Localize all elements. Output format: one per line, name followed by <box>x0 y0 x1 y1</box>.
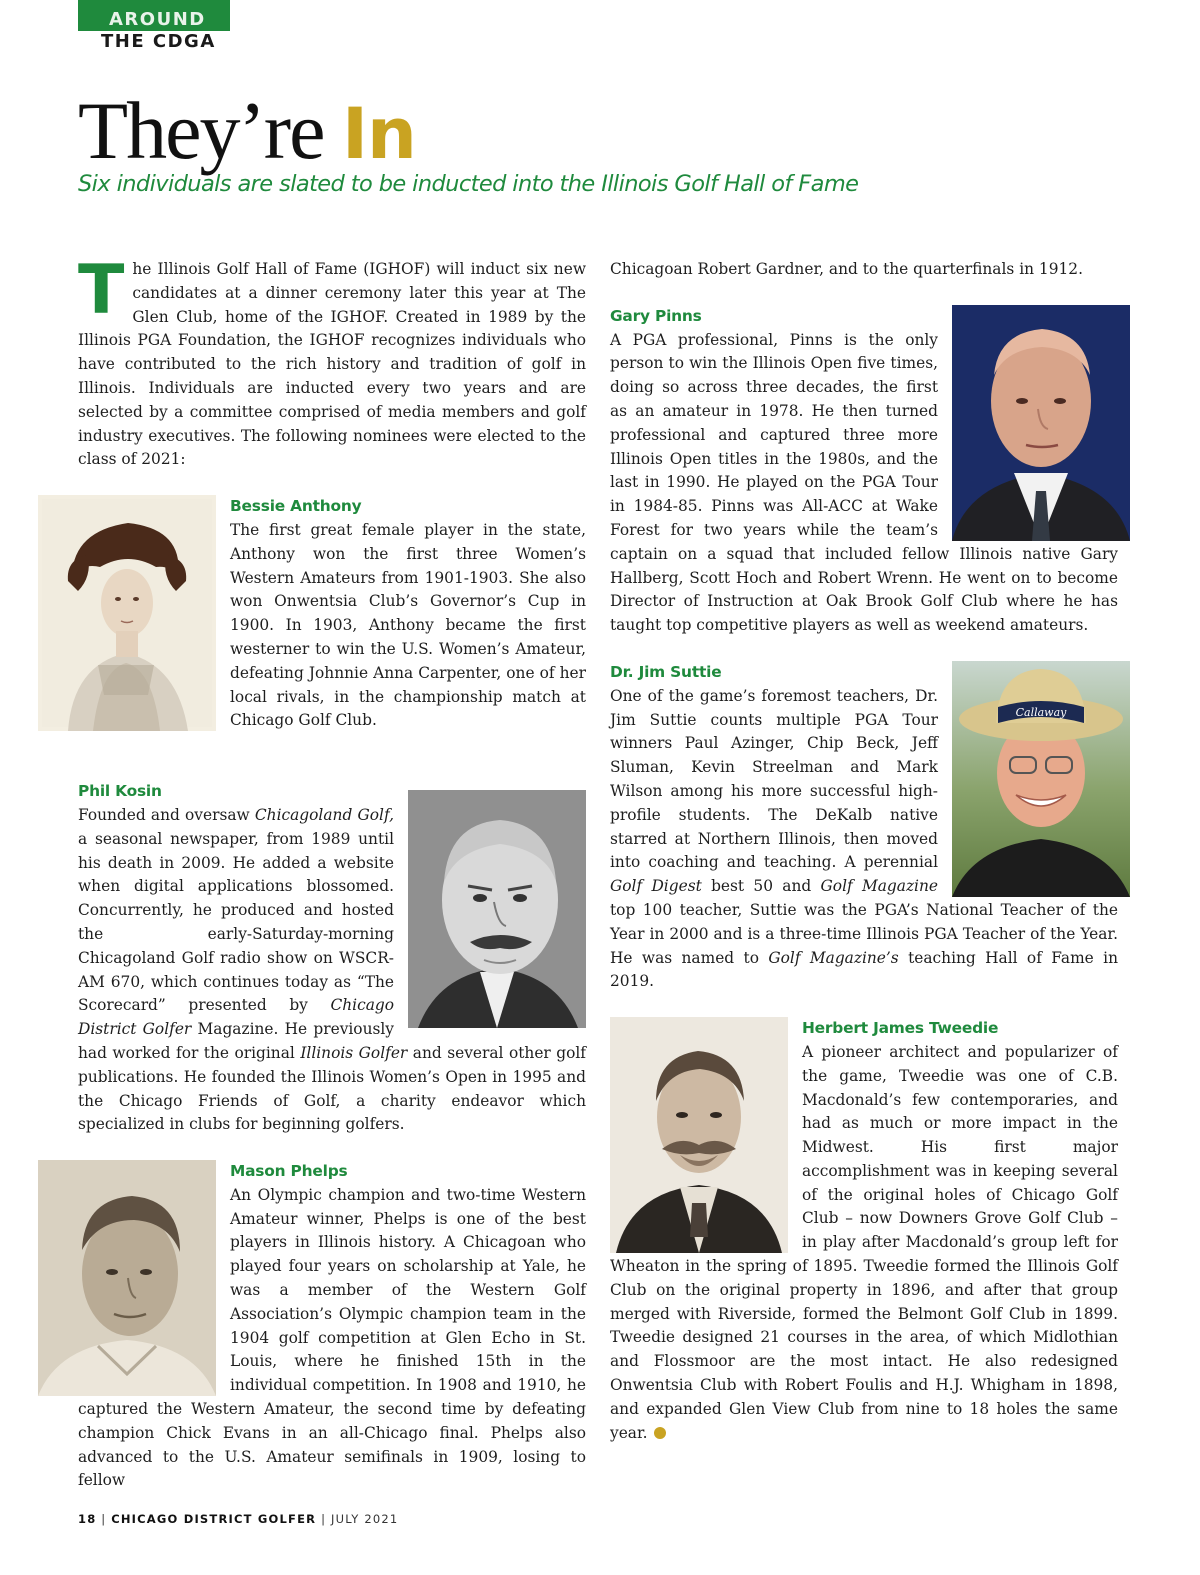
section-tag <box>78 0 230 54</box>
gary-pinns-name: Gary Pinns <box>610 306 702 325</box>
pub-illinois-golfer: Illinois Golfer <box>300 1043 408 1062</box>
bessie-anthony-photo <box>38 495 216 731</box>
phil-kosin-bio: Founded and oversaw Chicagoland Golf, a seasonal newspaper, from 1989 until his death in 2009. He added a website when digital applications blossomed. Concurrently, he produced and hosted the early-Saturday-morning Chicagoland Golf radio show on WSCR-AM 670, which continues today as “The Scorecard” presented by Chicago District Golfer Magazine. He previously had worked for the original Illinois Golfer and several other golf publications. He founded the Illinois Women’s Open in 1995 and the Chicago Friends of Golf, a charity endeavor which specialized in clubs for beginning golfers. <box>78 805 587 1134</box>
phil-kosin-name: Phil Kosin <box>78 782 162 801</box>
publication-name: CHICAGO DISTRICT GOLFER <box>111 1512 317 1526</box>
pub-chicago-district-golfer: Chicago District Golfer <box>78 996 394 1039</box>
intro-text: he Illinois Golf Hall of Fame (IGHOF) will induct six new candidates at a dinner ceremony later this year at The Glen Club, home of the IGHOF. Created in 1989 by the Illinois PGA Foundation, the IGHOF recognizes individuals who have contributed to the rich history and tradition of golf in Illinois. Individuals are inducted every two years and are selected by a committee comprised of media members and golf industry executives. The following nominees were elected to the class of 2021: <box>78 260 586 469</box>
jim-suttie-name: Dr. Jim Suttie <box>610 662 722 681</box>
left-column <box>78 251 587 1493</box>
jim-suttie-photo <box>952 661 1130 897</box>
page-footer: 18 | CHICAGO DISTRICT GOLFER | JULY 2021 <box>78 1512 399 1526</box>
bessie-anthony-bio: The first great female player in the state, Anthony won the first three Women’s Western Amateurs from 1901-1903. She also won Onwentsia Club’s Governor’s Cup in 1900. In 1903, Anthony became the first westerner to win the U.S. Women’s Amateur, defeating Johnnie Anna Carpenter, one of her local rivals, in the championship match at Chicago Golf Club. <box>230 520 586 730</box>
gary-pinns-bio: A PGA professional, Pinns is the only person to win the Illinois Open five times, doing so across three decades, the first as an amateur in 1978. He then turned professional and captured three more Illinois Open titles in the 1980s, and the last in 1990. He played on the PGA Tour in 1984-85. Pinns was All-ACC at Wake Forest for two years while the team’s captain on a squad that included fellow Illinois native Gary Hallberg, Scott Hoch and Robert Wrenn. He went on to become Director of Instruction at Oak Brook Golf Club where he has taught top competitive players as well as weekend amateurs. <box>610 330 1118 635</box>
headline-main: They’re <box>78 85 324 176</box>
pub-chicagoland-golf: Chicagoland Golf, <box>254 805 394 824</box>
gary-pinns-photo <box>952 305 1130 541</box>
headline-accent: In <box>342 93 416 175</box>
right-column <box>610 258 1118 1445</box>
page-number: 18 <box>78 1512 97 1526</box>
mason-phelps-bio: An Olympic champion and two-time Western Amateur winner, Phelps is one of the best players in Illinois history. A Chicagoan who played four years on scholarship at Yale, he was a member of the Western Golf Association’s Olympic champion team in the 1904 golf competition at Glen Echo in St. Louis, where he finished 15th in the individual competition. In 1908 and 1910, he captured the Western Amateur, the second time by defeating champion Chick Evans in an all-Chicago final. Phelps also advanced to the U.S. Amateur semifinals in 1909, losing to fellow <box>78 1185 586 1490</box>
end-mark-icon <box>654 1427 666 1439</box>
phil-kosin-photo <box>408 790 586 1028</box>
drop-cap: T <box>78 251 125 330</box>
deck: Six individuals are slated to be inducted into the Illinois Golf Hall of Fame <box>78 171 859 197</box>
headline <box>78 86 416 179</box>
pub-golf-digest: Golf Digest <box>610 877 702 896</box>
herbert-tweedie-bio: A pioneer architect and popularizer of the game, Tweedie was one of C.B. Macdonald’s few contemporaries, and had as much or more impact in the Midwest. His first major accomplishment was in keeping several of the original holes of Chicago Golf Club – now Downers Grove Golf Club – in play after Macdonald’s group left for Wheaton in the spring of 1895. Tweedie formed the Illinois Golf Club on the original property in 1896, and after that group merged with Riverside, formed the Belmont Golf Club in 1899. Tweedie designed 21 courses in the area, of which Midlothian and Flossmoor are the most intact. He also redesigned Onwentsia Club with Robert Foulis and H.J. Whigham in 1898, and expanded Glen View Club from nine to 18 holes the same year. <box>610 1042 1118 1442</box>
pub-golf-magazines: Golf Magazine’s <box>768 948 899 967</box>
mason-phelps-bio-continued: Chicagoan Robert Gardner, and to the quarterfinals in 1912. <box>610 260 1083 278</box>
section-tag-top: AROUND <box>78 0 230 31</box>
mason-phelps-name: Mason Phelps <box>230 1162 348 1181</box>
herbert-tweedie-name: Herbert James Tweedie <box>802 1019 999 1038</box>
issue-date: JULY 2021 <box>331 1512 399 1526</box>
pub-golf-magazine: Golf Magazine <box>820 877 938 896</box>
intro-paragraph <box>78 251 586 472</box>
herbert-tweedie-photo <box>610 1017 788 1253</box>
jim-suttie-bio: One of the game’s foremost teachers, Dr. Jim Suttie counts multiple PGA Tour winners Paul Azinger, Chip Beck, Jeff Sluman, Kevin Streelman and Mark Wilson among his more successful high-profile students. The DeKalb native starred at Northern Illinois, then moved into coaching and teaching. A perennial Golf Digest best 50 and Golf Magazine top 100 teacher, Suttie was the PGA’s National Teacher of the Year in 2000 and is a three-time Illinois PGA Teacher of the Year. He was named to Golf Magazine’s teaching Hall of Fame in 2019. <box>610 686 1118 991</box>
section-tag-bottom: THE CDGA <box>101 31 216 52</box>
callaway-logo: Callaway <box>1015 705 1067 719</box>
bessie-anthony-name: Bessie Anthony <box>230 497 362 516</box>
mason-phelps-photo <box>38 1160 216 1396</box>
